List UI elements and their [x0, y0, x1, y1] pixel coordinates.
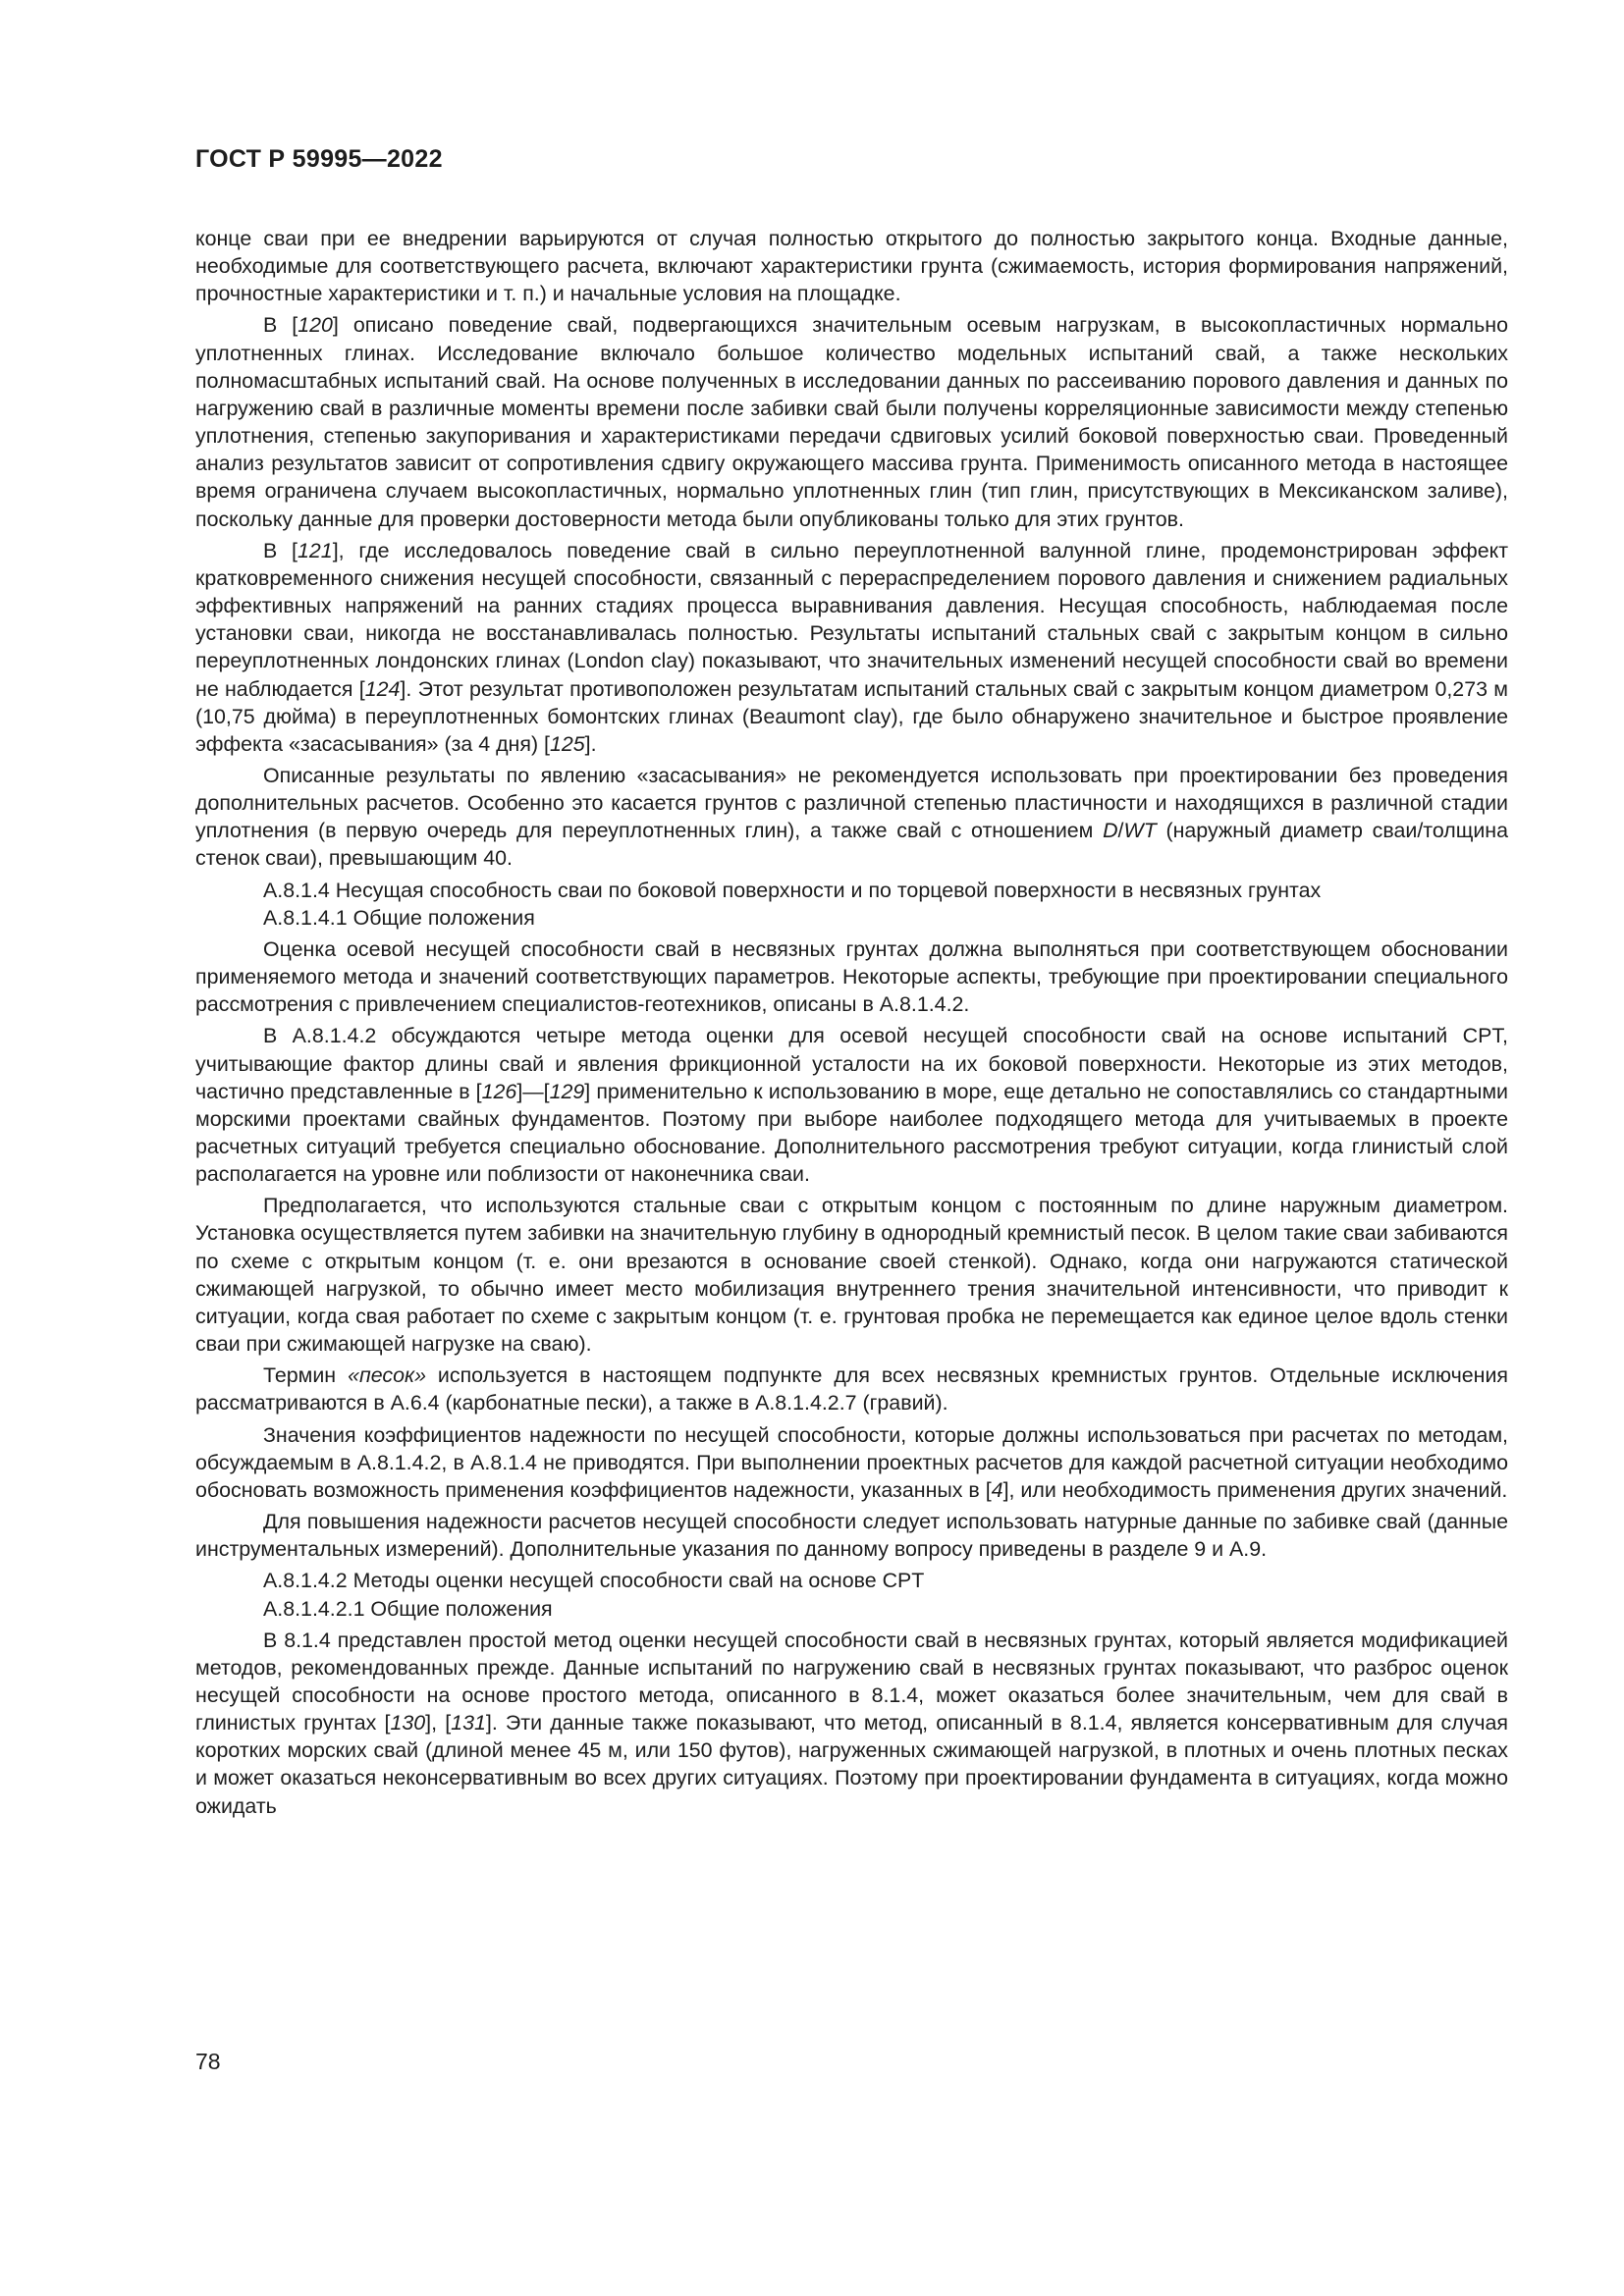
text-run: ], или необходимость применения других значений.	[1002, 1477, 1508, 1502]
reference-131: 131	[451, 1711, 486, 1735]
text-run: Описанные результаты по явлению «засасывания» не рекомендуется использовать при проектировании без проведения дополнительных расчетов. Особенно это касается грунтов с различной степенью пластичности и находящихся в различной стадии уплотнения (в первую очередь для переуплотненных глин), а также свай с отношением	[195, 763, 1508, 843]
paragraph-reliability-coefficients	[195, 1421, 1508, 1504]
symbol-wt: WT	[1123, 819, 1157, 843]
paragraph-axial-capacity: Оценка осевой несущей способности свай в несвязных грунтах должна выполняться при соответствующем обосновании применяемого метода и значений соответствующих параметров. Некоторые аспекты, требующие при проектировании специального рассмотрения с привлечением специалистов-геотехников, описаны в А.8.1.4.2.	[195, 936, 1508, 1017]
paragraph-cpt-methods	[195, 1022, 1508, 1188]
reference-125: 125	[549, 731, 585, 756]
reference-126: 126	[481, 1079, 517, 1103]
paragraph-ref-120	[195, 311, 1508, 532]
text-run: ]—[	[516, 1079, 550, 1103]
paragraph-field-data: Для повышения надежности расчетов несущей способности следует использовать натурные данные по забивке свай (данные инструментальных измерений). Дополнительные указания по данному вопросу приведены в разделе 9 и А.9.	[195, 1510, 1508, 1562]
symbol-d: D	[1103, 819, 1118, 843]
text-run: ]. Эти данные также показывают, что метод, описанный в 8.1.4, является консервативным для случая коротких морских свай (длиной менее 45 м, или 150 футов), нагруженных сжимающей нагрузкой, в плотных и очень плотных песках и может оказаться неконсервативным во всех других ситуациях. Поэтому при проектировании фундамента в ситуациях, когда можно ожидать	[195, 1711, 1508, 1818]
section-heading-a814: А.8.1.4 Несущая способность сваи по боковой поверхности и по торцевой поверхности в несвязных грунтах	[263, 878, 1322, 902]
paragraph-ref-121	[195, 537, 1508, 758]
text-run: В [	[263, 538, 298, 562]
page-number: 78	[195, 2049, 221, 2074]
paragraph-sand-term	[195, 1362, 1508, 1416]
paragraph-continuation: конце сваи при ее внедрении варьируются от случая полностью открытого до полностью закрытого конца. Входные данные, необходимые для соответствующего расчета, включают характеристики грунта (сжимаемость, история формирования напряжений, прочностные характеристики и т. п.) и начальные условия на площадке.	[195, 227, 1508, 306]
term-sand: «песок»	[348, 1363, 426, 1388]
text-run: ].	[584, 731, 597, 756]
text-run: /	[1117, 819, 1124, 843]
text-run: В [	[263, 313, 298, 338]
paragraph-open-ended-piles: Предполагается, что используются стальные сваи с открытым концом с постоянным по длине наружным диаметром. Установка осуществляется путем забивки на значительную глубину в однородный кремнистый песок. В целом такие сваи забиваются по схеме с открытым концом (т. е. они врезаются в основание своей стенкой). Однако, когда они нагружаются статической сжимающей нагрузкой, то обычно имеет место мобилизация внутреннего трения значительной интенсивности, что приводит к ситуации, когда свая работает по схеме с закрытым концом (т. е. грунтовая пробка не перемещается как единое целое вдоль стенки сваи при сжимающей нагрузке на сваю).	[195, 1194, 1508, 1357]
text-run: ], [	[425, 1711, 452, 1735]
text-run: В 8.1.4 представлен простой метод оценки несущей способности свай в несвязных грунтах, который является модификацией методов, рекомендованных прежде. Данные испытаний по нагружению свай в несвязных грунтах показывают, что разброс оценок несущей способности на основе простого метода, описанного в 8.1.4, может оказаться более значительным, чем для свай в глинистых грунтах [	[195, 1628, 1508, 1735]
document-header: ГОСТ Р 59995—2022	[195, 145, 443, 173]
reference-129: 129	[549, 1079, 585, 1103]
text-run: (наружный диаметр сваи/толщина стенок сваи), превышающим 40.	[195, 819, 1508, 871]
paragraph-suction-results	[195, 762, 1508, 873]
text-run: ] описано поведение свай, подвергающихся значительным осевым нагрузкам, в высокопластичных нормально уплотненных глинах. Исследование включало большое количество модельных испытаний свай, а также нескольких полномасштабных испытаний свай. На основе полученных в исследовании данных по рассеиванию порового давления и данных по нагружению свай в различные моменты времени после забивки свай были получены корреляционные зависимости между степенью уплотнения, степенью закупоривания и характеристиками передачи сдвиговых усилий боковой поверхностью сваи. Проведенный анализ результатов зависит от сопротивления сдвигу окружающего массива грунта. Применимость описанного метода в настоящее время ограничена случаем высокопластичных, нормально уплотненных глин (тип глин, присутствующих в Мексиканском заливе), поскольку данные для проверки достоверности метода были опубликованы только для этих грунтов.	[195, 313, 1509, 531]
body-text	[195, 225, 1508, 1824]
reference-130: 130	[390, 1711, 426, 1735]
text-run: используется в настоящем подпункте для всех несвязных кремнистых грунтов. Отдельные исключения рассматриваются в А.6.4 (карбонатные пески), а также в А.8.1.4.2.7 (гравий).	[195, 1363, 1508, 1415]
section-heading-a8142: А.8.1.4.2 Методы оценки несущей способности свай на основе CPT	[263, 1569, 925, 1593]
text-run: ] применительно к использованию в море, еще детально не сопоставлялись со стандартными морскими проектами свайных фундаментов. Поэтому при выборе наиболее подходящего метода для учитываемых в проекте расчетных ситуаций требуется специально обоснование. Дополнительного рассмотрения требуют ситуации, когда глинистый слой располагается на уровне или поблизости от наконечника сваи.	[195, 1079, 1508, 1187]
text-run: Значения коэффициентов надежности по несущей способности, которые должны использоваться при расчетах по методам, обсуждаемым в А.8.1.4.2, в А.8.1.4 не приводятся. При выполнении проектных расчетов для каждой расчетной ситуации необходимо обосновать возможность применения коэффициентов надежности, указанных в [	[195, 1422, 1508, 1502]
reference-120: 120	[298, 313, 333, 338]
text-run: Термин	[263, 1363, 349, 1388]
reference-124: 124	[364, 676, 401, 701]
text-run: ], где исследовалось поведение свай в сильно переуплотненной валунной глине, продемонстрирован эффект кратковременного снижения несущей способности, связанный с перераспределением порового давления и снижением радиальных эффективных напряжений на ранних стадиях процесса выравнивания давления. Несущая способность, наблюдаемая после установки сваи, никогда не восстанавливалась полностью. Результаты испытаний стальных свай с закрытым концом в сильно переуплотненных лондонских глинах (London clay) показывают, что значительных изменений несущей способности свай во времени не наблюдается [	[195, 538, 1508, 701]
reference-121: 121	[297, 538, 333, 562]
reference-4: 4	[991, 1477, 1003, 1502]
text-run: В А.8.1.4.2 обсуждаются четыре метода оценки для осевой несущей способности свай на основе испытаний CPT, учитывающие фактор длины свай и явления фрикционной усталости на их боковой поверхности. Некоторые из этих методов, частично представленные в [	[195, 1024, 1508, 1103]
paragraph-simple-method	[195, 1627, 1508, 1820]
section-heading-a81421: А.8.1.4.2.1 Общие положения	[263, 1596, 553, 1621]
section-heading-a8141: А.8.1.4.1 Общие положения	[263, 905, 535, 930]
text-run: ]. Этот результат противоположен результатам испытаний стальных свай с закрытым концом диаметром 0,273 м (10,75 дюйма) в переуплотненных бомонтских глинах (Beaumont clay), где было обнаружено значительное и быстрое проявление эффекта «засасывания» (за 4 дня) [	[195, 676, 1508, 756]
